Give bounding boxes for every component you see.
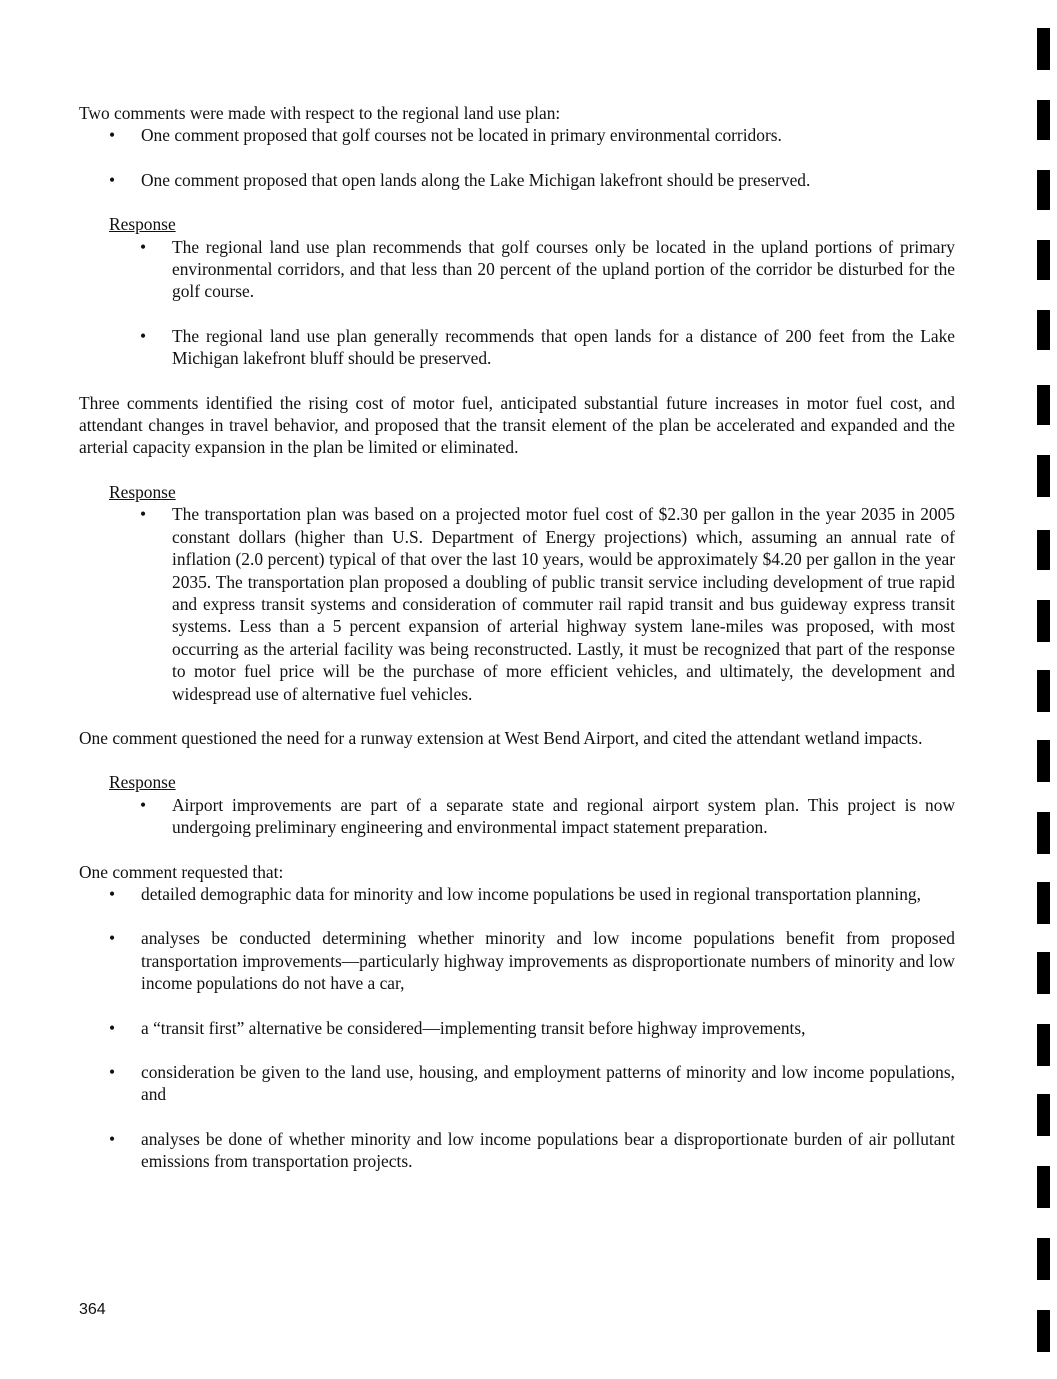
scan-mark xyxy=(1037,100,1050,140)
intro-paragraph: Two comments were made with respect to the regional land use plan: xyxy=(79,103,561,123)
scan-edge-marks xyxy=(1027,0,1057,1379)
spacer xyxy=(141,995,955,1017)
bullet-icon: • xyxy=(109,169,116,190)
scan-mark xyxy=(1037,882,1050,924)
bullet-icon: • xyxy=(109,883,116,904)
comment-paragraph: One comment requested that: xyxy=(79,861,284,882)
scan-mark xyxy=(1037,1094,1050,1136)
spacer xyxy=(141,1039,955,1061)
bullet-icon: • xyxy=(140,236,147,257)
scan-mark xyxy=(1037,170,1050,210)
bullet-icon: • xyxy=(140,325,147,346)
request-list xyxy=(109,883,955,1173)
bullet-icon: • xyxy=(109,1062,116,1082)
scan-mark xyxy=(1037,240,1050,280)
spacer xyxy=(172,303,955,325)
spacer xyxy=(79,749,955,771)
scan-mark xyxy=(1037,310,1050,350)
list-item: • analyses be done of whether minority and low income populations bear a disproportionate burden of air pollutant emissions from transportation projects. xyxy=(109,1128,955,1172)
list-item: • analyses be conducted determining whether minority and low income populations benefit from proposed transportation improvements—particularly highway improvements as disproportionate numbers of minority and low income populations do not have a car, xyxy=(109,928,955,994)
comment-paragraph: One comment questioned the need for a runway extension at West Bend Airport, and cited the attendant wetland impacts. xyxy=(79,727,923,748)
list-item: • The transportation plan was based on a projected motor fuel cost of $2.30 per gallon in the year 2035 in 2005 constant dollars (higher than U.S. Department of Energy projections) which, assuming an annual rate of inflation (2.0 percent) typical of that over the last 10 years, would be approximately $4.20 per gallon in the year 2035. The transportation plan proposed a doubling of public transit service including development of true rapid and express transit systems and consideration of commuter rail rapid transit and bus guideway express transit systems. Less than a 5 percent expansion of arterial highway system lane-miles was proposed, with most occurring as the arterial facility was being reconstructed. Lastly, it must be recognized that part of the response to motor fuel price will be the purchase of more efficient vehicles, and ultimately, the development and widespread use of alternative fuel vehicles. xyxy=(140,504,955,704)
spacer xyxy=(141,147,955,169)
bullet-icon: • xyxy=(109,1128,116,1149)
bullet-icon: • xyxy=(140,504,147,525)
list-item: • The regional land use plan recommends that golf courses only be located in the upland portions of primary environmental corridors, and that less than 20 percent of the upland portion of the corridor be disturbed for the golf course. xyxy=(140,236,955,302)
response-heading: Response xyxy=(109,481,176,502)
response-heading: Response xyxy=(109,772,176,793)
spacer xyxy=(141,1106,955,1128)
list-item: • a “transit first” alternative be considered—implementing transit before highway improvements, xyxy=(109,1017,806,1038)
comment-list-1 xyxy=(109,124,955,191)
bullet-icon: • xyxy=(109,1017,116,1038)
response-list-1 xyxy=(140,236,955,370)
scan-mark xyxy=(1037,1024,1050,1066)
scan-mark xyxy=(1037,740,1050,782)
spacer xyxy=(79,191,955,213)
bullet-icon: • xyxy=(140,794,147,815)
scan-mark xyxy=(1037,600,1050,642)
bullet-icon: • xyxy=(109,928,116,949)
spacer xyxy=(141,905,955,927)
page-number: 364 xyxy=(79,1301,106,1318)
scan-mark xyxy=(1037,28,1050,70)
list-item: • detailed demographic data for minority and low income populations be used in regional transportation planning, xyxy=(109,883,921,904)
response-heading: Response xyxy=(109,214,176,235)
scan-mark xyxy=(1037,670,1050,712)
bullet-icon: • xyxy=(109,125,116,146)
scan-mark xyxy=(1037,952,1050,994)
spacer xyxy=(79,839,955,861)
scan-mark xyxy=(1037,812,1050,854)
list-item: • Airport improvements are part of a separate state and regional airport system plan. This project is now undergoing preliminary engineering and environmental impact statement preparation. xyxy=(140,794,955,838)
scan-mark xyxy=(1037,1310,1050,1352)
list-item: • One comment proposed that golf courses not be located in primary environmental corridors. xyxy=(109,125,782,146)
spacer xyxy=(79,459,955,481)
list-item: • consideration be given to the land use, housing, and employment patterns of minority and low income populations, and xyxy=(109,1062,955,1105)
page-body xyxy=(79,102,955,1173)
comment-paragraph: Three comments identified the rising cost of motor fuel, anticipated substantial future increases in motor fuel cost, and attendant changes in travel behavior, and proposed that the transit element of the plan be accelerated and expanded and the arterial capacity expansion in the plan be limited or eliminated. xyxy=(79,392,955,458)
list-item: • The regional land use plan generally recommends that open lands for a distance of 200 feet from the Lake Michigan lakefront bluff should be preserved. xyxy=(140,325,955,369)
scan-mark xyxy=(1037,385,1050,425)
spacer xyxy=(79,370,955,392)
list-item: • One comment proposed that open lands along the Lake Michigan lakefront should be preserved. xyxy=(109,169,811,190)
scan-mark xyxy=(1037,1166,1050,1208)
response-list-3 xyxy=(140,794,955,839)
spacer xyxy=(79,705,955,727)
scan-mark xyxy=(1037,530,1050,570)
response-list-2 xyxy=(140,503,955,705)
scan-mark xyxy=(1037,1238,1050,1280)
scan-mark xyxy=(1037,455,1050,497)
